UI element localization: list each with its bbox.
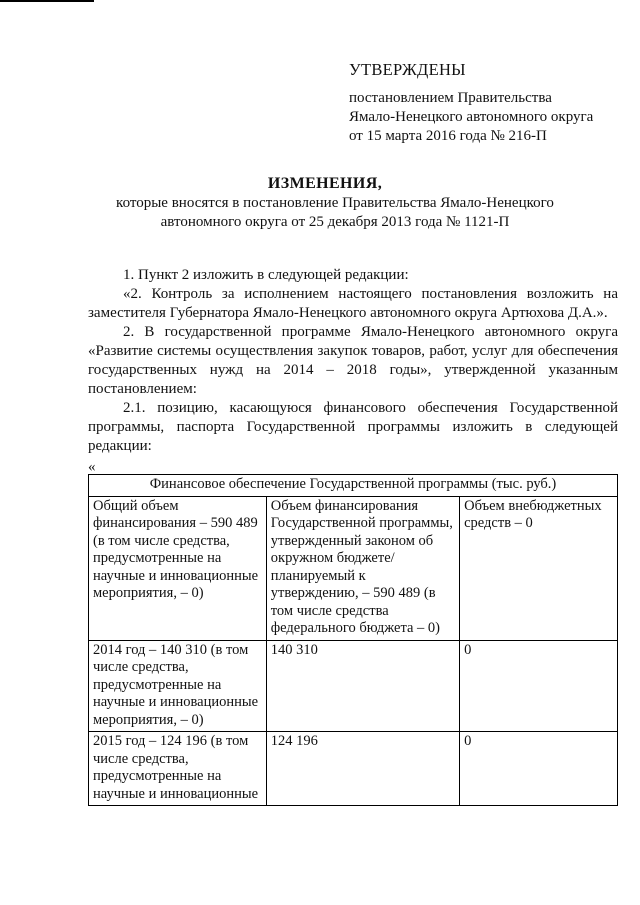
table-header-row [89,475,618,497]
document-subtitle [100,194,570,232]
body-text [88,266,618,456]
opening-quote-mark: « [88,459,96,475]
approval-line-2: Ямало-Ненецкого автономного округа [349,109,594,125]
approval-block [349,60,619,146]
paragraph-2-1: 2.1. позицию, касающуюся финансового обеспечения Государственной программы, паспорта Государственной программы изложить в следующей редакции: [88,400,618,454]
table-cell: 0 [460,640,618,732]
approval-heading: УТВЕРЖДЕНЫ [349,60,466,79]
table-cell: 2015 год – 124 196 (в том числе средства, предусмотренные на научные и инновационные [89,732,267,806]
table-cell: Общий объем финансирования – 590 489 (в том числе средства, предусмотренные на научные и инновационные мероприятия, – 0) [89,496,267,640]
document-subtitle-line-2: автономного округа от 25 декабря 2013 года № 1121-П [160,214,510,230]
table-cell: 124 196 [266,732,459,806]
financing-table [88,474,618,806]
table-cell: Объем финансирования Государственной программы, утвержденный законом об окружном бюджете/ планируемый к утверждению, – 590 489 (в том числе средства федерального бюджета – 0) [266,496,459,640]
table-header: Финансовое обеспечение Государственной программы (тыс. руб.) [89,475,618,497]
approval-line-3: от 15 марта 2016 года № 216-П [349,128,547,144]
table-cell: Объем внебюджетных средств – 0 [460,496,618,640]
table-row [89,496,618,640]
paragraph-1-quote: «2. Контроль за исполнением настоящего постановления возложить на заместителя Губернатора Ямало-Ненецкого автономного округа Артюхова Д.А.». [88,286,618,321]
table-row [89,732,618,806]
paragraph-2: 2. В государственной программе Ямало-Ненецкого автономного округа «Развитие системы осуществления закупок товаров, работ, услуг для обеспечения государственных нужд на 2014 – 2018 годы», утвержденной указанным постановлением: [88,324,618,397]
top-rule [0,0,94,2]
table-cell: 0 [460,732,618,806]
paragraph-1: 1. Пункт 2 изложить в следующей редакции: [123,267,409,283]
table-cell: 2014 год – 140 310 (в том числе средства, предусмотренные на научные и инновационные мероприятия, – 0) [89,640,267,732]
document-title: ИЗМЕНЕНИЯ, [267,175,383,192]
approval-line-1: постановлением Правительства [349,90,552,106]
document-subtitle-line-1: которые вносятся в постановление Правительства Ямало-Ненецкого [116,195,554,211]
table-row [89,640,618,732]
table-cell: 140 310 [266,640,459,732]
